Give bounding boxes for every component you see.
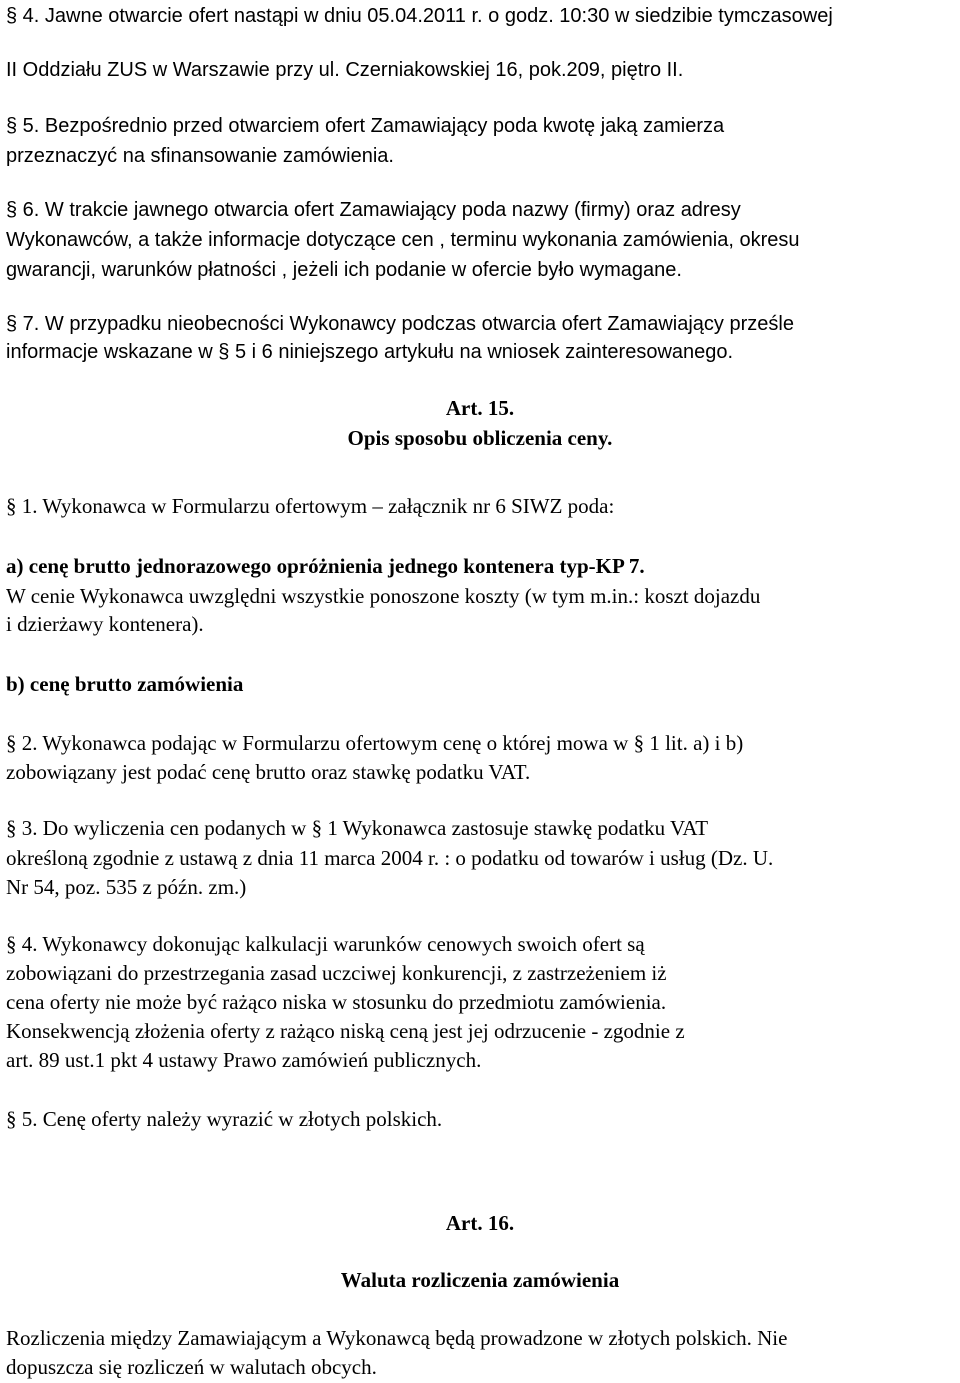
art15-item-a: a) cenę brutto jednorazowego opróżnienia jednego kontenera typ-KP 7. — [6, 554, 645, 578]
art15-p2-line-2: zobowiązany jest podać cenę brutto oraz stawkę podatku VAT. — [6, 760, 531, 784]
art16-heading: Art. 16. — [445, 1211, 515, 1235]
art15-p4-line-5: art. 89 ust.1 pkt 4 ustawy Prawo zamówień publicznych. — [6, 1048, 482, 1072]
art15-heading: Art. 15. — [445, 396, 515, 420]
p6-line-1: § 6. W trakcie jawnego otwarcia ofert Zamawiający poda nazwy (firmy) oraz adresy — [6, 199, 741, 221]
art16-body-line-2: dopuszcza się rozliczeń w walutach obcych. — [6, 1355, 377, 1379]
art15-p2-line-1: § 2. Wykonawca podając w Formularzu ofertowym cenę o której mowa w § 1 lit. a) i b) — [6, 731, 744, 755]
art16-body-line-1: Rozliczenia między Zamawiającym a Wykonawcą będą prowadzone w złotych polskich. Nie — [6, 1326, 788, 1350]
art15-item-a-note-1: W cenie Wykonawca uwzględni wszystkie ponoszone koszty (w tym m.in.: koszt dojazdu — [6, 584, 761, 608]
art15-item-a-note-2: i dzierżawy kontenera). — [6, 612, 204, 636]
art15-p4-line-2: zobowiązani do przestrzegania zasad uczciwej konkurencji, z zastrzeżeniem iż — [6, 961, 667, 985]
p6-line-2: Wykonawców, a także informacje dotyczące cen , terminu wykonania zamówienia, okresu — [6, 229, 800, 251]
p5-line-1: § 5. Bezpośrednio przed otwarciem ofert Zamawiający poda kwotę jaką zamierza — [6, 115, 725, 137]
art16-subheading: Waluta rozliczenia zamówienia — [340, 1268, 620, 1292]
art15-item-b: b) cenę brutto zamówienia — [6, 672, 244, 696]
art15-p3-line-2: określoną zgodnie z ustawą z dnia 11 marca 2004 r. : o podatku od towarów i usług (Dz. U. — [6, 846, 774, 870]
p7-line-2: informacje wskazane w § 5 i 6 niniejszego artykułu na wniosek zainteresowanego. — [6, 341, 734, 363]
p7-line-1: § 7. W przypadku nieobecności Wykonawcy podczas otwarcia ofert Zamawiający prześle — [6, 313, 794, 335]
p6-line-3: gwarancji, warunków płatności , jeżeli ich podanie w ofercie było wymagane. — [6, 259, 682, 281]
art15-p4-line-3: cena oferty nie może być rażąco niska w stosunku do przedmiotu zamówienia. — [6, 990, 667, 1014]
art15-p4-line-4: Konsekwencją złożenia oferty z rażąco niską ceną jest jej odrzucenie - zgodnie z — [6, 1019, 685, 1043]
p4-line-2: II Oddziału ZUS w Warszawie przy ul. Czerniakowskiej 16, pok.209, piętro II. — [6, 59, 684, 81]
art15-p1: § 1. Wykonawca w Formularzu ofertowym – załącznik nr 6 SIWZ poda: — [6, 494, 615, 518]
art15-p3-line-3: Nr 54, poz. 535 z późn. zm.) — [6, 875, 247, 899]
art15-p4-line-1: § 4. Wykonawcy dokonując kalkulacji warunków cenowych swoich ofert są — [6, 932, 645, 956]
art15-p3-line-1: § 3. Do wyliczenia cen podanych w § 1 Wykonawca zastosuje stawkę podatku VAT — [6, 816, 709, 840]
p4-line-1: § 4. Jawne otwarcie ofert nastąpi w dniu 05.04.2011 r. o godz. 10:30 w siedzibie tymczasowej — [6, 5, 833, 27]
art15-subheading: Opis sposobu obliczenia ceny. — [347, 426, 613, 450]
art15-p5: § 5. Cenę oferty należy wyrazić w złotych polskich. — [6, 1107, 443, 1131]
p5-line-2: przeznaczyć na sfinansowanie zamówienia. — [6, 145, 394, 167]
